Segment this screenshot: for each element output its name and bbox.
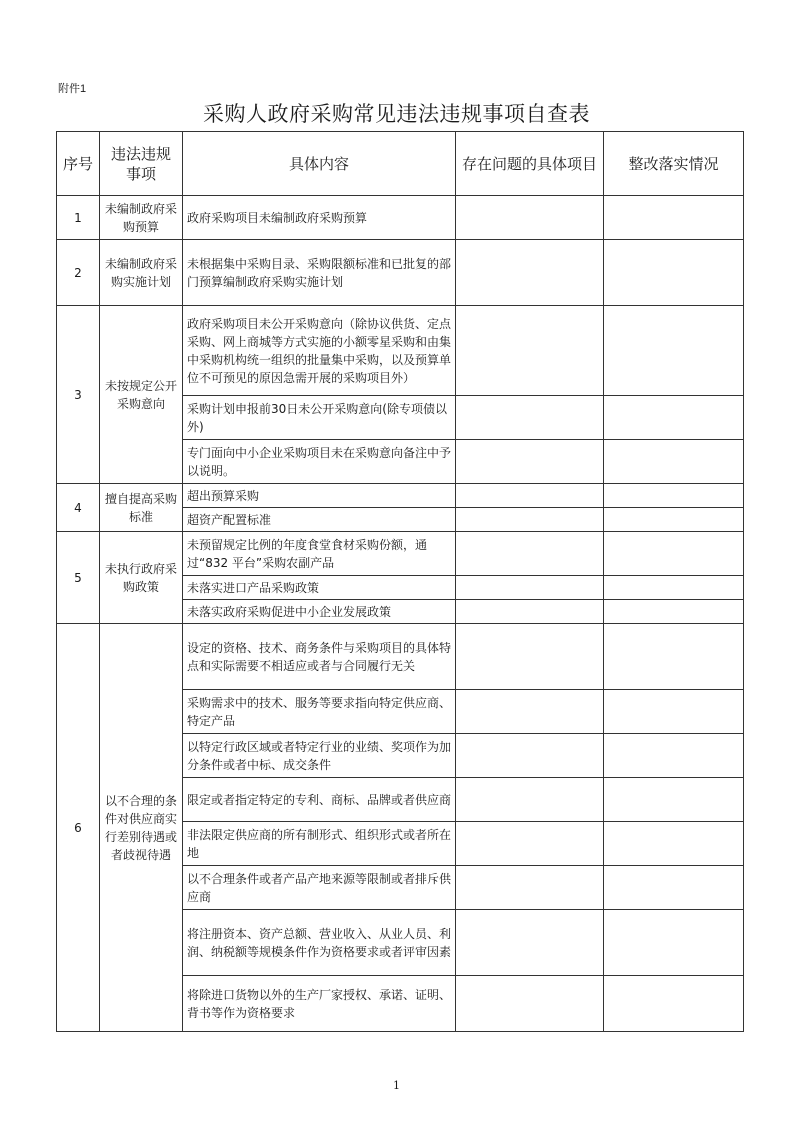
issue-cell[interactable]	[456, 822, 604, 866]
table-row	[57, 532, 744, 576]
rectify-cell[interactable]	[604, 734, 744, 778]
rectify-cell[interactable]	[604, 508, 744, 532]
attachment-label: 附件1	[58, 83, 87, 95]
table-row	[57, 196, 744, 240]
rectify-cell[interactable]	[604, 822, 744, 866]
issue-cell[interactable]	[456, 440, 604, 484]
content-cell: 未预留规定比例的年度食堂食材采购份额，通过“832 平台”采购农副产品	[183, 532, 456, 576]
rectify-cell[interactable]	[604, 440, 744, 484]
rectify-cell[interactable]	[604, 306, 744, 396]
table-row	[57, 484, 744, 508]
content-cell: 采购需求中的技术、服务等要求指向特定供应商、特定产品	[183, 690, 456, 734]
content-cell: 未根据集中采购目录、采购限额标准和已批复的部门预算编制政府采购实施计划	[183, 240, 456, 306]
issue-cell[interactable]	[456, 484, 604, 508]
rectify-cell[interactable]	[604, 532, 744, 576]
header-item: 违法违规事项	[100, 132, 183, 196]
content-cell: 超资产配置标准	[183, 508, 456, 532]
content-cell: 将除进口货物以外的生产厂家授权、承诺、证明、背书等作为资格要求	[183, 976, 456, 1032]
violation-item: 未编制政府采购预算	[100, 196, 183, 240]
issue-cell[interactable]	[456, 910, 604, 976]
violation-item: 未按规定公开采购意向	[100, 306, 183, 484]
violation-item: 未编制政府采购实施计划	[100, 240, 183, 306]
content-cell: 未落实政府采购促进中小企业发展政策	[183, 600, 456, 624]
page-number: 1	[393, 1079, 400, 1092]
content-cell: 以特定行政区域或者特定行业的业绩、奖项作为加分条件或者中标、成交条件	[183, 734, 456, 778]
table-row	[57, 240, 744, 306]
issue-cell[interactable]	[456, 240, 604, 306]
content-cell: 专门面向中小企业采购项目未在采购意向备注中予以说明。	[183, 440, 456, 484]
rectify-cell[interactable]	[604, 778, 744, 822]
rectify-cell[interactable]	[604, 196, 744, 240]
row-number: 4	[57, 484, 100, 532]
issue-cell[interactable]	[456, 734, 604, 778]
header-rectify: 整改落实情况	[604, 132, 744, 196]
rectify-cell[interactable]	[604, 240, 744, 306]
content-cell: 政府采购项目未公开采购意向（除协议供货、定点采购、网上商城等方式实施的小额零星采购和由集中采购机构统一组织的批量集中采购，以及预算单位不可预见的原因急需开展的采购项目外）	[183, 306, 456, 396]
issue-cell[interactable]	[456, 600, 604, 624]
rectify-cell[interactable]	[604, 910, 744, 976]
issue-cell[interactable]	[456, 508, 604, 532]
issue-cell[interactable]	[456, 866, 604, 910]
header-no: 序号	[57, 132, 100, 196]
rectify-cell[interactable]	[604, 866, 744, 910]
rectify-cell[interactable]	[604, 624, 744, 690]
content-cell: 非法限定供应商的所有制形式、组织形式或者所在地	[183, 822, 456, 866]
issue-cell[interactable]	[456, 532, 604, 576]
violation-item: 未执行政府采购政策	[100, 532, 183, 624]
row-number: 1	[57, 196, 100, 240]
issue-cell[interactable]	[456, 690, 604, 734]
rectify-cell[interactable]	[604, 690, 744, 734]
issue-cell[interactable]	[456, 778, 604, 822]
content-cell: 采购计划申报前30日未公开采购意向(除专项债以外)	[183, 396, 456, 440]
issue-cell[interactable]	[456, 196, 604, 240]
content-cell: 未落实进口产品采购政策	[183, 576, 456, 600]
issue-cell[interactable]	[456, 624, 604, 690]
content-cell: 超出预算采购	[183, 484, 456, 508]
content-cell: 政府采购项目未编制政府采购预算	[183, 196, 456, 240]
row-number: 6	[57, 624, 100, 1032]
self-check-table	[56, 131, 744, 1032]
header-content: 具体内容	[183, 132, 456, 196]
page-title: 采购人政府采购常见违法违规事项自查表	[203, 102, 590, 126]
row-number: 3	[57, 306, 100, 484]
row-number: 2	[57, 240, 100, 306]
violation-item: 以不合理的条件对供应商实行差别待遇或者歧视待遇	[100, 624, 183, 1032]
rectify-cell[interactable]	[604, 576, 744, 600]
row-number: 5	[57, 532, 100, 624]
violation-item: 擅自提高采购标准	[100, 484, 183, 532]
header-issue: 存在问题的具体项目	[456, 132, 604, 196]
issue-cell[interactable]	[456, 976, 604, 1032]
content-cell: 限定或者指定特定的专利、商标、品牌或者供应商	[183, 778, 456, 822]
rectify-cell[interactable]	[604, 396, 744, 440]
rectify-cell[interactable]	[604, 600, 744, 624]
issue-cell[interactable]	[456, 396, 604, 440]
issue-cell[interactable]	[456, 576, 604, 600]
issue-cell[interactable]	[456, 306, 604, 396]
table-row	[57, 624, 744, 690]
content-cell: 将注册资本、资产总额、营业收入、从业人员、利润、纳税额等规模条件作为资格要求或者评审因素	[183, 910, 456, 976]
table-row	[57, 306, 744, 396]
content-cell: 以不合理条件或者产品产地来源等限制或者排斥供应商	[183, 866, 456, 910]
content-cell: 设定的资格、技术、商务条件与采购项目的具体特点和实际需要不相适应或者与合同履行无关	[183, 624, 456, 690]
rectify-cell[interactable]	[604, 484, 744, 508]
rectify-cell[interactable]	[604, 976, 744, 1032]
